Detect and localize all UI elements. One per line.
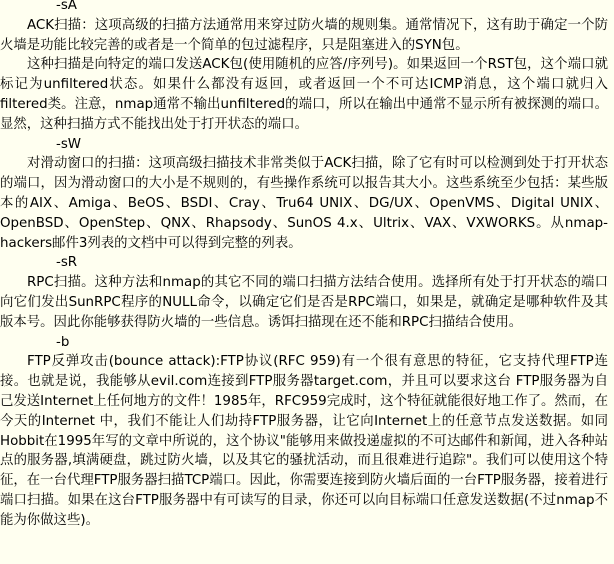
section-sW bbox=[0, 135, 614, 254]
section-sR bbox=[0, 253, 614, 332]
option-flag: -sR bbox=[56, 255, 78, 271]
paragraph: 这种扫描是向特定的端口发送ACK包(使用随机的应答/序列号)。如果返回一个RST包，这个端口就标记为unfiltered状态。如果什么都没有返回，或者返回一个不可达ICMP消息，这个端口就归入filtered类。注意，nmap通常不输出unfiltered的端口，所以在输出中通常不显示所有被探测的端口。显然，这种扫描方式不能找出处于打开状态的端口。 bbox=[0, 57, 608, 132]
option-flag: -sA bbox=[56, 0, 77, 13]
option-flag: -b bbox=[56, 334, 70, 350]
paragraph: FTP反弹攻击(bounce attack):FTP协议(RFC 959)有一个很有意思的特征，它支持代理FTP连接。也就是说，我能够从evil.com连接到FTP服务器target.com，并且可以要求这台 FTP服务器为自己发送Internet上任何地方的文件！1985年，RFC959完成时，这个特征就能很好地工作了。然而，在今天的Internet 中，我们不能让人们劫持FTP服务器，让它向Internet上的任意节点发送数据。如同Hobbit在1995年写的文章中所说的，这个协议"能够用来做投递虚拟的不可达邮件和新闻，进入各种站点的服务器,填满硬盘，跳过防火墙，以及其它的骚扰活动，而且很难进行追踪"。我们可以使用这个特征，在一台代理FTP服务器扫描TCP端口。因此，你需要连接到防火墙后面的一台FTP服务器，接着进行端口扫描。如果在这台FTP服务器中有可读写的目录，你还可以向目标端口任意发送数据(不过nmap不能为你做这些)。 bbox=[0, 354, 608, 528]
paragraph: RPC扫描。这种方法和nmap的其它不同的端口扫描方法结合使用。选择所有处于打开状态的端口向它们发出SunRPC程序的NULL命令，以确定它们是否是RPC端口，如果是，就确定是哪种软件及其版本号。因此你能够获得防火墙的一些信息。诱饵扫描现在还不能和RPC扫描结合使用。 bbox=[0, 275, 608, 330]
option-flag: -sW bbox=[56, 136, 82, 152]
paragraph: 对滑动窗口的扫描：这项高级扫描技术非常类似于ACK扫描，除了它有时可以检测到处于打开状态的端口，因为滑动窗口的大小是不规则的，有些操作系统可以报告其大小。这些系统至少包括：某些版本的AIX、Amiga、BeOS、BSDI、Cray、Tru64 UNIX、DG/UX、OpenVMS、Digital UNIX、OpenBSD、OpenStep、QNX、Rhapsody、SunOS 4.x、Ultrix、VAX、VXWORKS。从nmap-hackers邮件3列表的文档中可以得到完整的列表。 bbox=[0, 156, 608, 251]
section-b bbox=[0, 333, 614, 531]
section-sA bbox=[0, 0, 614, 135]
paragraph: ACK扫描：这项高级的扫描方法通常用来穿过防火墙的规则集。通常情况下，这有助于确定一个防火墙是功能比较完善的或者是一个简单的包过滤程序，只是阻塞进入的SYN包。 bbox=[0, 17, 608, 53]
